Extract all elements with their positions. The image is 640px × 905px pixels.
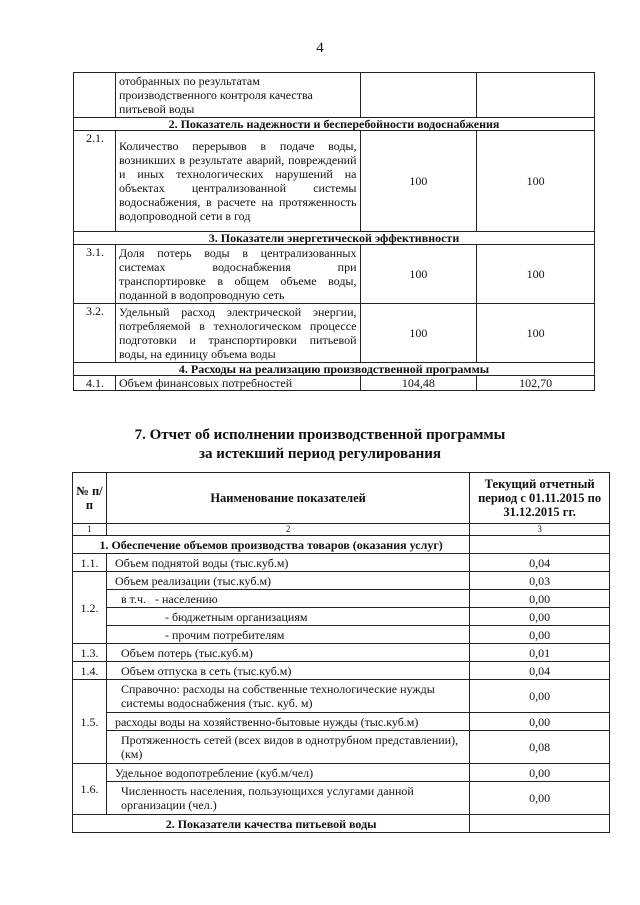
table-row (73, 608, 610, 626)
row-number: 1.6. (73, 764, 107, 815)
row-number: 1.3. (73, 644, 107, 662)
heading-line-2: за истекший период регулирования (198, 446, 442, 462)
table-row (73, 626, 610, 644)
heading-line-1: 7. Отчет об исполнении производственной программы (134, 427, 506, 443)
value-cell: 100 (477, 131, 595, 232)
value-cell: 100 (477, 245, 595, 304)
header-number: № п/п (73, 473, 107, 524)
row-number: 2.1. (74, 131, 116, 232)
section-title: 3. Показатели энергетической эффективности (74, 232, 595, 245)
row-number: 3.2. (74, 304, 116, 363)
row-text: Объем поднятой воды (тыс.куб.м) (106, 554, 469, 572)
page-number: 4 (316, 40, 324, 56)
table-row (73, 782, 610, 815)
value-cell: 100 (360, 131, 477, 232)
indicators-table (73, 72, 595, 391)
table-row (74, 245, 595, 304)
table-row (73, 572, 610, 590)
row-text: в т.ч. - населению (106, 590, 469, 608)
row-text: Доля потерь воды в централизованных системах водоснабжения при транспортировке в общем объеме воды, поданной в водопроводную сеть (115, 245, 360, 304)
table-row (73, 554, 610, 572)
value-cell: 102,70 (477, 376, 595, 391)
table-row (73, 590, 610, 608)
value-cell: 0,04 (470, 662, 610, 680)
value-cell: 0,00 (470, 764, 610, 782)
row-text: Объем финансовых потребностей (115, 376, 360, 391)
table-row (74, 131, 595, 232)
value-cell: 0,00 (470, 713, 610, 731)
table-row (74, 73, 595, 118)
row-text: Объем отпуска в сеть (тыс.куб.м) (106, 662, 469, 680)
table-row (74, 304, 595, 363)
cell-text: отобранных по результатам производственного контроля качества питьевой воды (115, 73, 360, 118)
row-text: - прочим потребителям (106, 626, 469, 644)
value-cell: 0,00 (470, 608, 610, 626)
section-row (73, 815, 610, 833)
value-cell: 0,04 (470, 554, 610, 572)
section-title: 2. Показатель надежности и бесперебойности водоснабжения (74, 118, 595, 131)
row-number: 1.4. (73, 662, 107, 680)
row-text: расходы воды на хозяйственно-бытовые нужды (тыс.куб.м) (106, 713, 469, 731)
row-text: Объем реализации (тыс.куб.м) (106, 572, 469, 590)
value-cell: 104,48 (360, 376, 477, 391)
value-cell: 0,00 (470, 590, 610, 608)
column-index-row: 1 2 3 (73, 524, 610, 536)
row-number: 4.1. (74, 376, 116, 391)
row-text: Удельный расход электрической энергии, потребляемой в технологическом процессе подготовки и транспортировки питьевой воды, на единицу объема воды (115, 304, 360, 363)
table-row (73, 764, 610, 782)
table-row (73, 662, 610, 680)
table-row (74, 376, 595, 391)
value-cell: 0,08 (470, 731, 610, 764)
row-text: Количество перерывов в подаче воды, возникших в результате аварий, повреждений и иных технологических нарушений на объектах централизованной системы водоснабжения, в расчете на протяженность водопроводной сети в год (115, 131, 360, 232)
value-cell: 0,00 (470, 626, 610, 644)
section-title: 1. Обеспечение объемов производства товаров (оказания услуг) (73, 536, 470, 554)
value-cell: 100 (477, 304, 595, 363)
section-heading (0, 426, 640, 464)
table-row (73, 680, 610, 713)
table-row (73, 644, 610, 662)
row-number: 1.5. (73, 680, 107, 764)
report-table (72, 472, 610, 833)
value-cell: 0,01 (470, 644, 610, 662)
section-title: 4. Расходы на реализацию производственной программы (74, 363, 595, 376)
section-row (74, 118, 595, 131)
row-text: - бюджетным организациям (106, 608, 469, 626)
row-number: 1.1. (73, 554, 107, 572)
row-text: Справочно: расходы на собственные технологические нужды системы водоснабжения (тыс. куб. м) (106, 680, 469, 713)
row-number: 1.2. (73, 572, 107, 644)
section-row (73, 536, 610, 554)
value-cell: 0,03 (470, 572, 610, 590)
table-row (73, 713, 610, 731)
section-title: 2. Показатели качества питьевой воды (73, 815, 470, 833)
value-cell: 100 (360, 304, 477, 363)
section-row (74, 232, 595, 245)
value-cell: 0,00 (470, 782, 610, 815)
row-number: 3.1. (74, 245, 116, 304)
row-text: Численность населения, пользующихся услугами данной организации (чел.) (106, 782, 469, 815)
row-text: Протяженность сетей (всех видов в однотрубном представлении), (км) (106, 731, 469, 764)
table-row (73, 731, 610, 764)
header-name: Наименование показателей (106, 473, 469, 524)
row-text: Объем потерь (тыс.куб.м) (106, 644, 469, 662)
row-text: Удельное водопотребление (куб.м/чел) (106, 764, 469, 782)
header-row (73, 473, 610, 524)
header-period: Текущий отчетный период с 01.11.2015 по 31.12.2015 гг. (470, 473, 610, 524)
section-row (74, 363, 595, 376)
value-cell: 0,00 (470, 680, 610, 713)
value-cell: 100 (360, 245, 477, 304)
